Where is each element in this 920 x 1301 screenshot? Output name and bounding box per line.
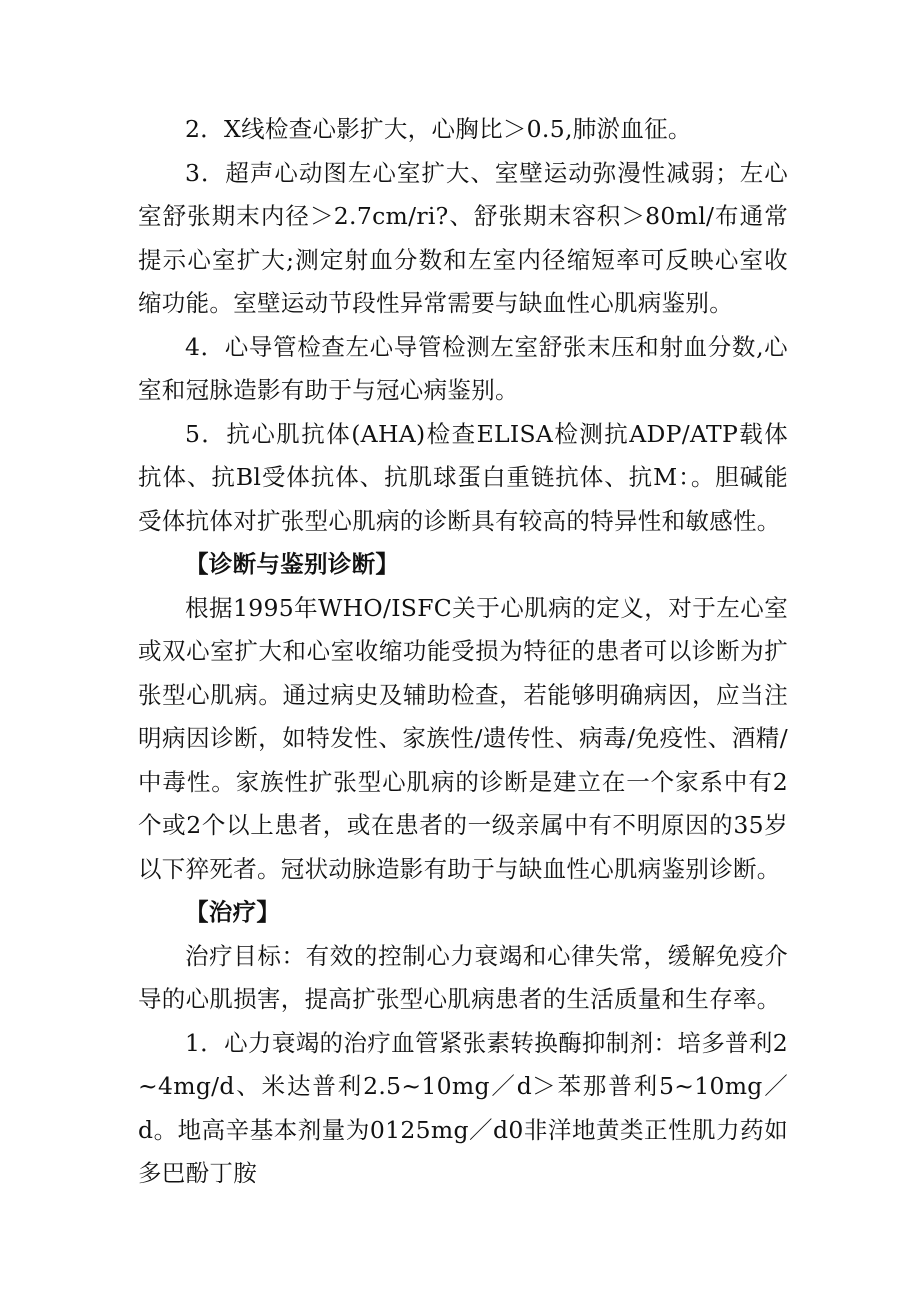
section-heading-treatment: 【治疗】 [185,898,281,926]
paragraph-echocardiography: 3．超声心动图左心室扩大、室壁运动弥漫性减弱；左心室舒张期末内径＞2.7cm/ri?、舒张期末容积＞80ml/布通常提示心室扩大;测定射血分数和左室内径缩短率可反映心室收缩功能。室壁运动节段性异常需要与缺血性心肌病鉴别。 [138,158,788,317]
section-heading-diagnosis: 【诊断与鉴别诊断】 [185,550,400,578]
paragraph-catheterization: 4．心导管检查左心导管检测左室舒张末压和射血分数,心室和冠脉造影有助于与冠心病鉴别。 [138,332,788,404]
document-page [138,108,788,1196]
paragraph-treatment-goal: 治疗目标：有效的控制心力衰竭和心律失常，缓解免疫介导的心肌损害，提高扩张型心肌病患者的生活质量和生存率。 [138,941,788,1013]
paragraph-xray: 2．X线检查心影扩大，心胸比＞0.5,肺淤血征。 [185,115,692,143]
paragraph-heart-failure-treatment: 1．心力衰竭的治疗血管紧张素转换酶抑制剂：培多普利2~4mg/d、米达普利2.5~10mg／d＞苯那普利5~10mg／d。地高辛基本剂量为0125mg／d0非洋地黄类正性肌力药如多巴酚丁胺 [138,1028,788,1187]
paragraph-diagnosis: 根据1995年WHO/ISFC关于心肌病的定义，对于左心室或双心室扩大和心室收缩功能受损为特征的患者可以诊断为扩张型心肌病。通过病史及辅助检查，若能够明确病因，应当注明病因诊断，如特发性、家族性/遗传性、病毒/免疫性、酒精/中毒性。家族性扩张型心肌病的诊断是建立在一个家系中有2个或2个以上患者，或在患者的一级亲属中有不明原因的35岁以下猝死者。冠状动脉造影有助于与缺血性心肌病鉴别诊断。 [138,593,788,883]
paragraph-antibody-test: 5．抗心肌抗体(AHA)检查ELISA检测抗ADP/ATP载体抗体、抗Bl受体抗体、抗肌球蛋白重链抗体、抗M：。胆碱能受体抗体对扩张型心肌病的诊断具有较高的特异性和敏感性。 [138,419,788,535]
